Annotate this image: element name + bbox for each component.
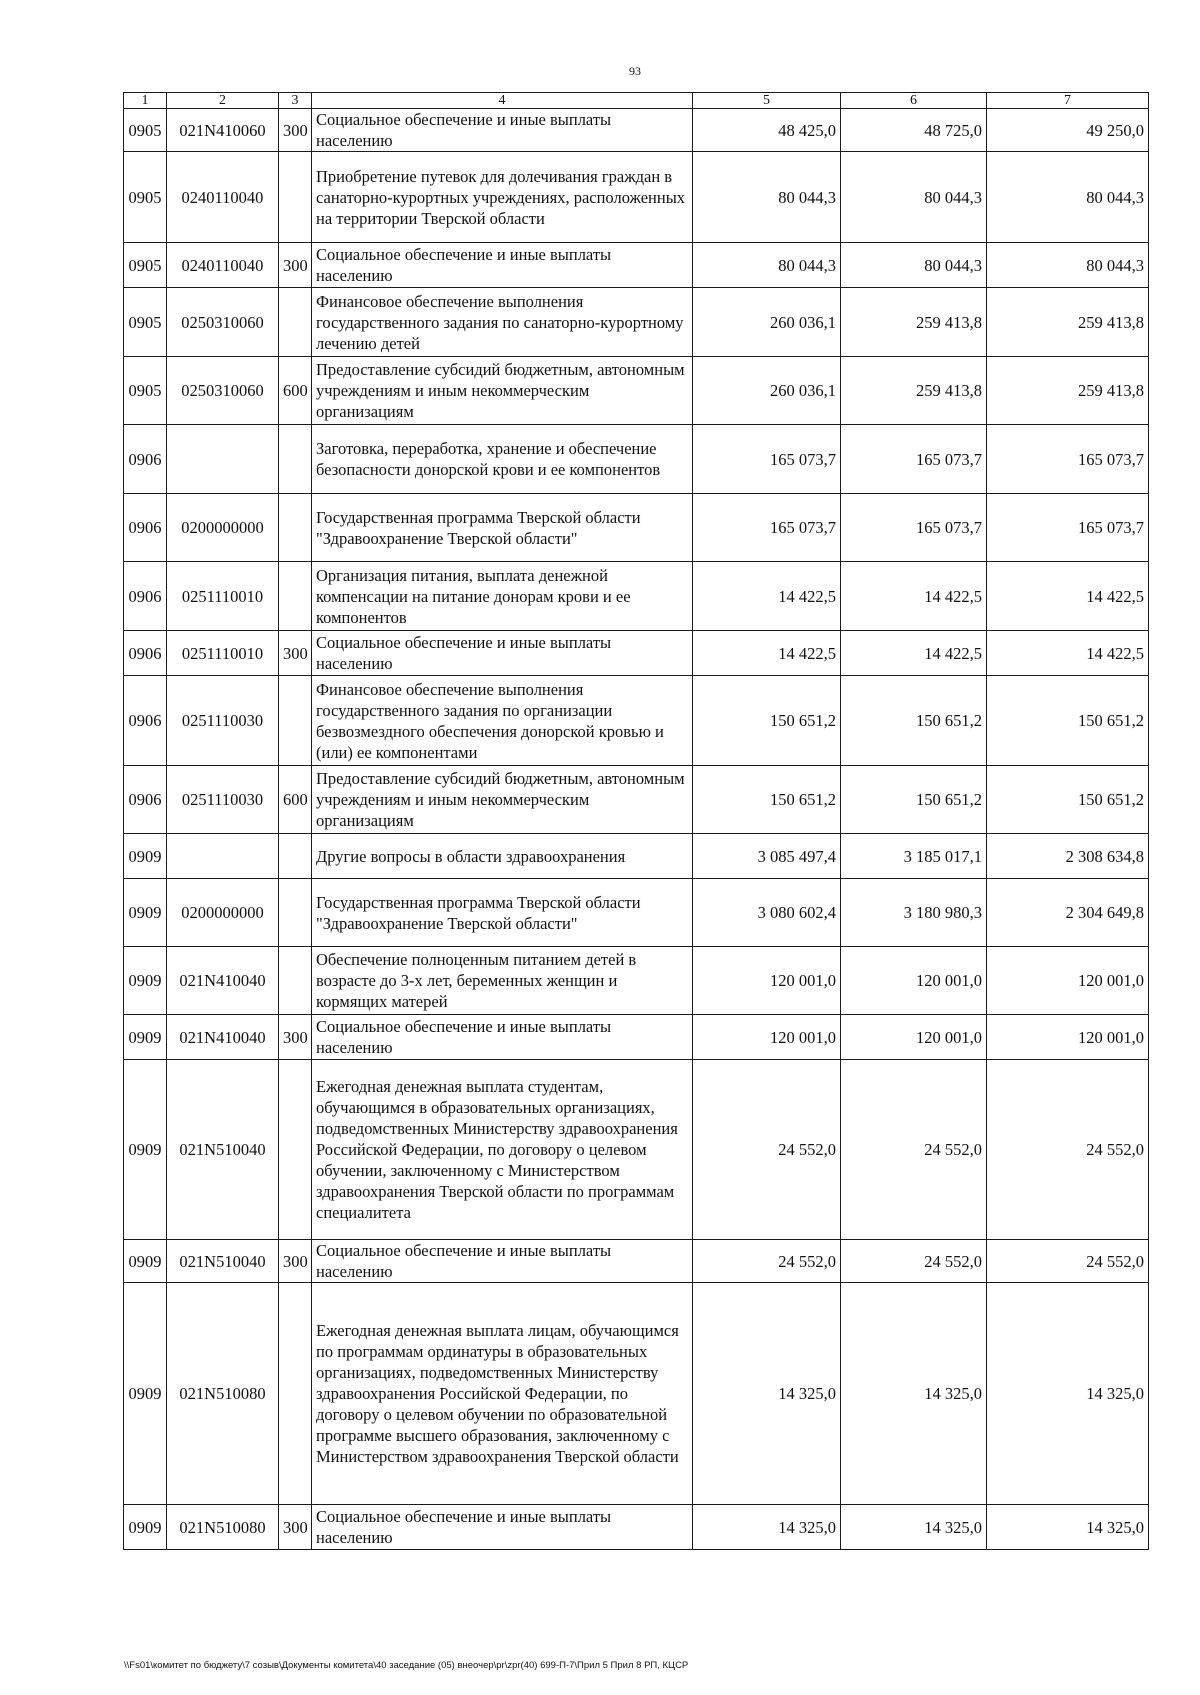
value-cell: 150 651,2	[987, 676, 1149, 766]
value-cell: 49 250,0	[987, 109, 1149, 152]
section-cell: 0905	[124, 243, 167, 288]
table-row	[124, 288, 1149, 357]
type-cell: 300	[279, 1505, 312, 1550]
value-cell: 165 073,7	[987, 425, 1149, 494]
type-cell: 300	[279, 109, 312, 152]
value-cell: 14 325,0	[841, 1283, 987, 1505]
column-header: 6	[841, 93, 987, 109]
code-cell: 0251110030	[167, 676, 279, 766]
table-row	[124, 631, 1149, 676]
value-cell: 120 001,0	[987, 947, 1149, 1015]
value-cell: 14 325,0	[987, 1505, 1149, 1550]
value-cell: 80 044,3	[693, 152, 841, 243]
value-cell: 165 073,7	[841, 425, 987, 494]
section-cell: 0905	[124, 288, 167, 357]
section-cell: 0906	[124, 494, 167, 562]
table-row	[124, 766, 1149, 834]
section-cell: 0906	[124, 562, 167, 631]
type-cell: 600	[279, 766, 312, 834]
value-cell: 260 036,1	[693, 357, 841, 425]
value-cell: 3 185 017,1	[841, 834, 987, 879]
description-cell: Социальное обеспечение и иные выплаты населению	[312, 631, 693, 676]
description-cell: Государственная программа Тверской области "Здравоохранение Тверской области"	[312, 494, 693, 562]
section-cell: 0909	[124, 1240, 167, 1283]
table-row	[124, 152, 1149, 243]
type-cell	[279, 676, 312, 766]
value-cell: 259 413,8	[987, 357, 1149, 425]
code-cell	[167, 425, 279, 494]
value-cell: 80 044,3	[693, 243, 841, 288]
description-cell: Финансовое обеспечение выполнения государственного задания по санаторно-курортному лечению детей	[312, 288, 693, 357]
value-cell: 14 422,5	[693, 631, 841, 676]
description-cell: Социальное обеспечение и иные выплаты населению	[312, 243, 693, 288]
value-cell: 24 552,0	[987, 1060, 1149, 1240]
table-row	[124, 879, 1149, 947]
type-cell	[279, 562, 312, 631]
column-header: 5	[693, 93, 841, 109]
value-cell: 2 308 634,8	[987, 834, 1149, 879]
value-cell: 80 044,3	[987, 152, 1149, 243]
description-cell: Социальное обеспечение и иные выплаты населению	[312, 109, 693, 152]
type-cell: 300	[279, 1240, 312, 1283]
description-cell: Заготовка, переработка, хранение и обеспечение безопасности донорской крови и ее компонентов	[312, 425, 693, 494]
type-cell	[279, 288, 312, 357]
code-cell: 021N410060	[167, 109, 279, 152]
value-cell: 24 552,0	[841, 1240, 987, 1283]
column-header: 2	[167, 93, 279, 109]
value-cell: 120 001,0	[693, 1015, 841, 1060]
type-cell: 300	[279, 243, 312, 288]
section-cell: 0906	[124, 631, 167, 676]
value-cell: 14 325,0	[693, 1283, 841, 1505]
code-cell: 0200000000	[167, 494, 279, 562]
table-row	[124, 947, 1149, 1015]
description-cell: Ежегодная денежная выплата лицам, обучающимся по программам ординатуры в образовательных организациях, подведомственных Министерству здравоохранения Российской Федерации, по договору о целевом обучении по образовательной программе высшего образования, заключенному с Министерством здравоохранения Тверской области	[312, 1283, 693, 1505]
value-cell: 120 001,0	[841, 947, 987, 1015]
type-cell	[279, 1060, 312, 1240]
table-row	[124, 562, 1149, 631]
code-cell: 0251110030	[167, 766, 279, 834]
code-cell: 021N510040	[167, 1060, 279, 1240]
description-cell: Социальное обеспечение и иные выплаты населению	[312, 1505, 693, 1550]
type-cell	[279, 152, 312, 243]
code-cell: 021N510080	[167, 1505, 279, 1550]
description-cell: Предоставление субсидий бюджетным, автономным учреждениям и иным некоммерческим организациям	[312, 766, 693, 834]
table-row	[124, 425, 1149, 494]
description-cell: Приобретение путевок для долечивания граждан в санаторно-курортных учреждениях, расположенных на территории Тверской области	[312, 152, 693, 243]
header-row	[124, 93, 1149, 109]
code-cell: 021N510040	[167, 1240, 279, 1283]
value-cell: 150 651,2	[841, 676, 987, 766]
value-cell: 120 001,0	[693, 947, 841, 1015]
value-cell: 3 180 980,3	[841, 879, 987, 947]
value-cell: 14 422,5	[841, 562, 987, 631]
description-cell: Организация питания, выплата денежной компенсации на питание донорам крови и ее компонентов	[312, 562, 693, 631]
section-cell: 0909	[124, 1060, 167, 1240]
code-cell: 021N510080	[167, 1283, 279, 1505]
value-cell: 24 552,0	[693, 1240, 841, 1283]
value-cell: 260 036,1	[693, 288, 841, 357]
table-row	[124, 1240, 1149, 1283]
section-cell: 0906	[124, 766, 167, 834]
value-cell: 165 073,7	[841, 494, 987, 562]
value-cell: 259 413,8	[841, 357, 987, 425]
value-cell: 24 552,0	[693, 1060, 841, 1240]
page-number: 93	[629, 64, 641, 78]
value-cell: 80 044,3	[987, 243, 1149, 288]
type-cell	[279, 834, 312, 879]
description-cell: Социальное обеспечение и иные выплаты населению	[312, 1240, 693, 1283]
description-cell: Ежегодная денежная выплата студентам, обучающимся в образовательных организациях, подведомственных Министерству здравоохранения Российской Федерации, по договору о целевом обучении, заключенному с Министерством здравоохранения Тверской области по программам специалитета	[312, 1060, 693, 1240]
section-cell: 0909	[124, 1015, 167, 1060]
column-header: 4	[312, 93, 693, 109]
column-header: 3	[279, 93, 312, 109]
code-cell: 021N410040	[167, 1015, 279, 1060]
value-cell: 120 001,0	[987, 1015, 1149, 1060]
section-cell: 0905	[124, 357, 167, 425]
value-cell: 2 304 649,8	[987, 879, 1149, 947]
description-cell: Другие вопросы в области здравоохранения	[312, 834, 693, 879]
code-cell: 0240110040	[167, 152, 279, 243]
value-cell: 165 073,7	[987, 494, 1149, 562]
code-cell: 0250310060	[167, 288, 279, 357]
section-cell: 0909	[124, 834, 167, 879]
column-header: 1	[124, 93, 167, 109]
section-cell: 0906	[124, 425, 167, 494]
value-cell: 165 073,7	[693, 494, 841, 562]
code-cell	[167, 834, 279, 879]
value-cell: 120 001,0	[841, 1015, 987, 1060]
type-cell	[279, 425, 312, 494]
description-cell: Финансовое обеспечение выполнения государственного задания по организации безвозмездного обеспечения донорской кровью и (или) ее компонентами	[312, 676, 693, 766]
code-cell: 0200000000	[167, 879, 279, 947]
code-cell: 0250310060	[167, 357, 279, 425]
value-cell: 48 425,0	[693, 109, 841, 152]
value-cell: 14 422,5	[987, 562, 1149, 631]
value-cell: 3 085 497,4	[693, 834, 841, 879]
type-cell	[279, 1283, 312, 1505]
table-row	[124, 243, 1149, 288]
column-header: 7	[987, 93, 1149, 109]
type-cell: 300	[279, 1015, 312, 1060]
table-row	[124, 1060, 1149, 1240]
footer-file-path: \\Fs01\комитет по бюджету\7 созыв\Документы комитета\40 заседание (05) внеочер\pr\zpr(40) 699-П-7\Прил 5 Прил 8 РП, КЦСР	[124, 1660, 689, 1671]
value-cell: 14 422,5	[693, 562, 841, 631]
table-row	[124, 1015, 1149, 1060]
section-cell: 0909	[124, 1283, 167, 1505]
value-cell: 14 422,5	[841, 631, 987, 676]
value-cell: 150 651,2	[693, 676, 841, 766]
section-cell: 0909	[124, 1505, 167, 1550]
table-row	[124, 834, 1149, 879]
budget-table	[123, 92, 1149, 1550]
type-cell	[279, 494, 312, 562]
value-cell: 14 325,0	[693, 1505, 841, 1550]
value-cell: 48 725,0	[841, 109, 987, 152]
value-cell: 80 044,3	[841, 243, 987, 288]
value-cell: 80 044,3	[841, 152, 987, 243]
type-cell	[279, 879, 312, 947]
value-cell: 150 651,2	[693, 766, 841, 834]
code-cell: 0251110010	[167, 631, 279, 676]
value-cell: 14 325,0	[841, 1505, 987, 1550]
section-cell: 0909	[124, 947, 167, 1015]
section-cell: 0909	[124, 879, 167, 947]
code-cell: 0251110010	[167, 562, 279, 631]
type-cell	[279, 947, 312, 1015]
table-row	[124, 1283, 1149, 1505]
section-cell: 0905	[124, 152, 167, 243]
value-cell: 24 552,0	[987, 1240, 1149, 1283]
code-cell: 021N410040	[167, 947, 279, 1015]
section-cell: 0905	[124, 109, 167, 152]
description-cell: Государственная программа Тверской области "Здравоохранение Тверской области"	[312, 879, 693, 947]
table-row	[124, 109, 1149, 152]
description-cell: Предоставление субсидий бюджетным, автономным учреждениям и иным некоммерческим организациям	[312, 357, 693, 425]
table-row	[124, 357, 1149, 425]
section-cell: 0906	[124, 676, 167, 766]
value-cell: 150 651,2	[987, 766, 1149, 834]
value-cell: 14 422,5	[987, 631, 1149, 676]
value-cell: 24 552,0	[841, 1060, 987, 1240]
value-cell: 259 413,8	[841, 288, 987, 357]
code-cell: 0240110040	[167, 243, 279, 288]
value-cell: 150 651,2	[841, 766, 987, 834]
table-row	[124, 494, 1149, 562]
description-cell: Обеспечение полноценным питанием детей в возрасте до 3-х лет, беременных женщин и кормящих матерей	[312, 947, 693, 1015]
value-cell: 165 073,7	[693, 425, 841, 494]
value-cell: 14 325,0	[987, 1283, 1149, 1505]
type-cell: 600	[279, 357, 312, 425]
description-cell: Социальное обеспечение и иные выплаты населению	[312, 1015, 693, 1060]
table-row	[124, 676, 1149, 766]
value-cell: 259 413,8	[987, 288, 1149, 357]
value-cell: 3 080 602,4	[693, 879, 841, 947]
table-row	[124, 1505, 1149, 1550]
type-cell: 300	[279, 631, 312, 676]
